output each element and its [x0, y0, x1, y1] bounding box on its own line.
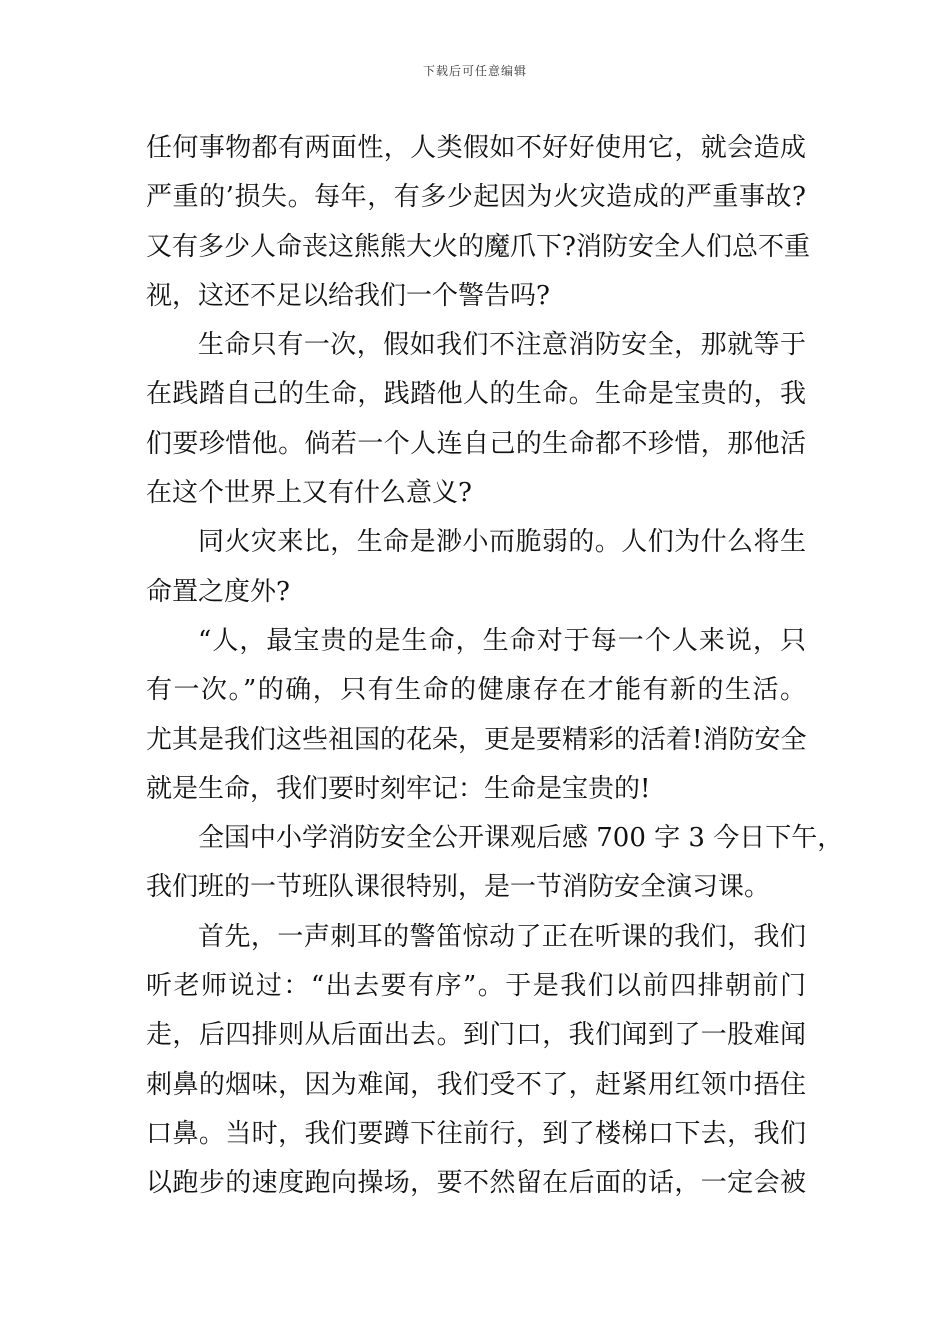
text-line: 以跑步的速度跑向操场，要不然留在后面的话，一定会被 — [146, 1168, 806, 1199]
text-line: 听老师说过：“出去要有序”。于是我们以前四排朝前门 — [146, 971, 806, 1002]
text-line: 我们班的一节班队课很特别，是一节消防安全演习课。 — [146, 872, 771, 903]
text-line: 们要珍惜他。倘若一个人连自己的生命都不珍惜，那他活 — [146, 428, 806, 459]
paragraph — [146, 617, 806, 814]
document-body — [146, 124, 844, 1209]
page-header: 下载后可任意编辑 — [422, 64, 527, 78]
paragraph — [146, 913, 806, 1209]
text-line: 在这个世界上又有什么意义? — [146, 478, 472, 509]
text-line: 刺鼻的烟味，因为难闻，我们受不了，赶紧用红领巾捂住 — [146, 1069, 806, 1100]
text-line: 视，这还不足以给我们一个警告吗? — [146, 280, 550, 311]
text-line: 又有多少人命丧这熊熊大火的魔爪下?消防安全人们总不重 — [146, 231, 810, 262]
text-line: 首先，一声刺耳的警笛惊动了正在听课的我们，我们 — [198, 921, 806, 952]
text-line: 任何事物都有两面性，人类假如不好好使用它，就会造成 — [146, 133, 806, 163]
paragraph — [146, 814, 844, 913]
text-line: 就是生命，我们要时刻牢记：生命是宝贵的! — [146, 773, 651, 804]
text-line: 严重的’损失。每年，有多少起因为火灾造成的严重事故? — [146, 182, 806, 213]
text-line: 尤其是我们这些祖国的花朵，更是要精彩的活着!消防安全 — [146, 724, 807, 755]
text-line: 命置之度外? — [146, 576, 290, 607]
paragraph — [146, 124, 810, 321]
text-line: 同火灾来比，生命是渺小而脆弱的。人们为什么将生 — [198, 527, 806, 558]
text-line: 有一次。”的确，只有生命的健康存在才能有新的生活。 — [146, 675, 806, 706]
text-line: 口鼻。当时，我们要蹲下往前行，到了楼梯口下去，我们 — [146, 1118, 806, 1149]
text-line: “人，最宝贵的是生命，生命对于每一个人来说，只 — [198, 625, 806, 656]
paragraph — [146, 321, 806, 518]
text-line: 在践踏自己的生命，践踏他人的生命。生命是宝贵的，我 — [146, 379, 806, 410]
text-line: 生命只有一次，假如我们不注意消防安全，那就等于 — [198, 330, 806, 361]
text-line: 走，后四排则从后面出去。到门口，我们闻到了一股难闻 — [146, 1020, 806, 1051]
text-line: 全国中小学消防安全公开课观后感 700 字 3 今日下午， — [198, 823, 844, 854]
paragraph — [146, 518, 806, 617]
